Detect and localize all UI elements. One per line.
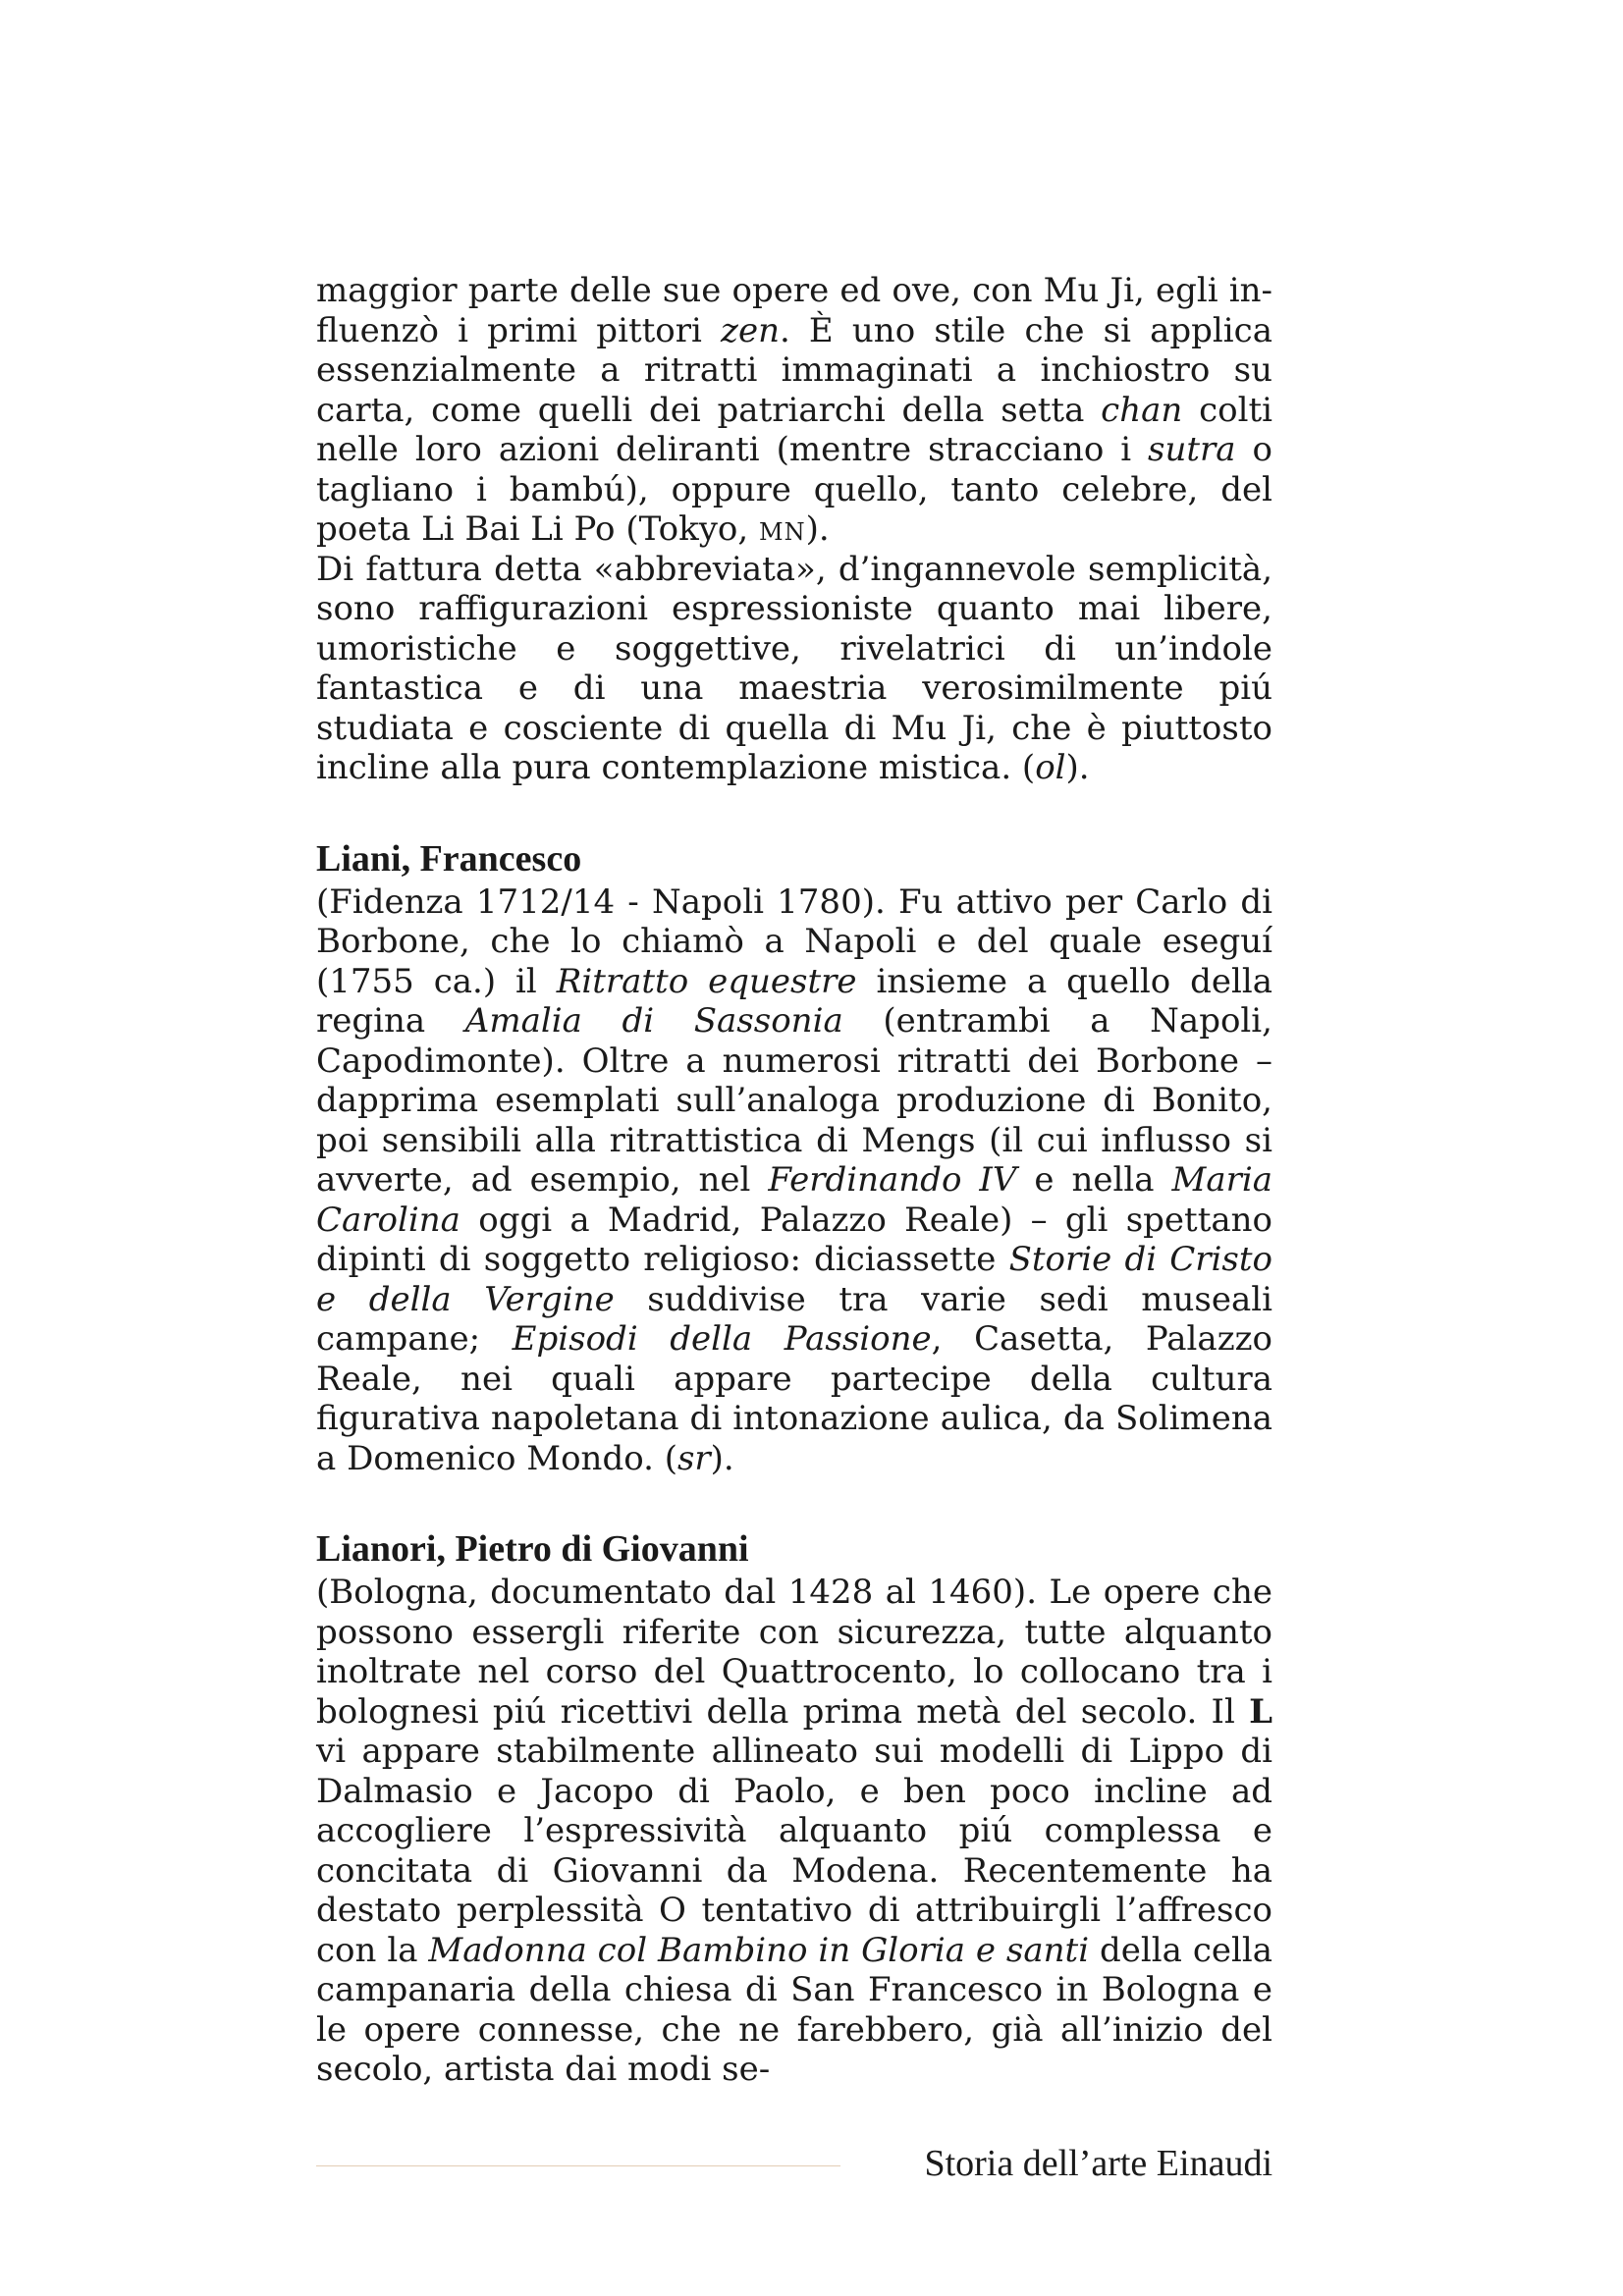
text-run: ). [710,1438,734,1478]
entry-title-liani: Liani, Francesco [316,837,582,880]
footer-publisher: Storia dell’arte Einaudi [924,2143,1272,2184]
museum-abbreviation: mn [759,509,806,549]
page-footer [316,2142,1272,2191]
text-run: , Casetta, Palazzo Reale, nei quali appare partecipe della cultura figurativa napoletana di intonazione aulica, da Solimena a Domenico Mondo. ( [316,1319,1272,1478]
text-run: (entrambi a Napoli, Capodimonte). Oltre a numerosi ritratti dei Borbone – dapprima esemplati sull’analoga produzione di Bonito, poi sensibili alla ritrattistica di Mengs (il cui influsso si avverte, ad esempio, nel [316,1001,1272,1200]
text-run: insieme a quello della regina [316,961,1272,1041]
author-initials: ol [1035,748,1066,787]
text-run: (Bologna, documentato dal 1428 al 1460). Le opere che possono essergli riferite con sicurezza, tutte alquanto inoltrate nel corso del Quattrocento, lo collocano tra i bolognesi piú ricettivi della prima metà del secolo. Il [316,1573,1272,1732]
text-run: o tagliano i bambú), oppure quello, tanto celebre, del poeta Li Bai Li Po (Tokyo, [316,430,1272,549]
entry-title-lianori: Lianori, Pietro di Giovanni [316,1528,749,1570]
italic-term: zen [721,310,780,350]
bold-initial: L [1249,1691,1272,1732]
artwork-title: Maria Carolina [316,1160,1272,1240]
text-run: ). [805,509,830,549]
artwork-title: Amalia di Sassonia [464,1001,843,1041]
artwork-title: Madonna col Bambino in Gloria e santi [428,1930,1090,1970]
text-run: maggior parte delle sue opere ed ove, con Mu Ji, egli influenzò i primi pittori [316,271,1272,350]
intro-paragraph-1 [316,271,1272,550]
entry-body-lianori [316,1573,1272,2090]
text-run: colti nelle loro azioni deliranti (mentre stracciano i [316,390,1273,469]
text-run: vi appare stabilmente allineato sui modelli di Lippo di Dalmasio e Jacopo di Paolo, e ben poco incline ad accogliere l’espressività alquanto piú complessa e concitata di Giovanni da Modena. Recentemente ha destato perplessità O tentativo di attribuirgli l’affresco con la [316,1732,1272,1970]
text-run: e nella [1016,1160,1172,1200]
text-run: Di fattura detta «abbreviata», d’ingannevole semplicità, sono raffigurazioni espressioniste quanto mai libere, umoristiche e soggettive, rivelatrici di un’indole fantastica e di una maestria verosimilmente piú studiata e cosciente di quella di Mu Ji, che è piuttosto incline alla pura contemplazione mistica. ( [316,549,1272,787]
footer-rule [316,2165,840,2166]
italic-term: chan [1101,390,1183,430]
text-run: suddivise tra varie sedi museali campane; [316,1279,1272,1359]
artwork-title: Ferdinando IV [768,1160,1017,1200]
text-run: della cella campanaria della chiesa di San Francesco in Bologna e le opere connesse, che ne farebbero, già all’inizio del secolo, artista dai modi se- [316,1930,1273,2089]
entry-body-liani [316,882,1272,1479]
artwork-title: Episodi della Passione [512,1319,932,1359]
author-initials: sr [676,1438,711,1478]
italic-term: sutra [1148,430,1236,469]
artwork-title: Ritratto equestre [556,961,857,1001]
text-run: (Fidenza 1712/14 - Napoli 1780). Fu attivo per Carlo di Borbone, che lo chiamò a Napoli e del quale eseguí (1755 ca.) il [316,881,1272,1001]
text-run: ). [1065,748,1090,787]
page-body [316,271,1272,2090]
text-run: oggi a Madrid, Palazzo Reale) – gli spettano dipinti di soggetto religioso: diciassette [316,1200,1272,1279]
intro-paragraph-2 [316,550,1272,788]
text-run: . È uno stile che si applica essenzialmente a ritratti immaginati a inchiostro su carta, come quelli dei patriarchi della setta [316,310,1272,430]
artwork-title: Storie di Cristo e della Vergine [316,1240,1272,1319]
